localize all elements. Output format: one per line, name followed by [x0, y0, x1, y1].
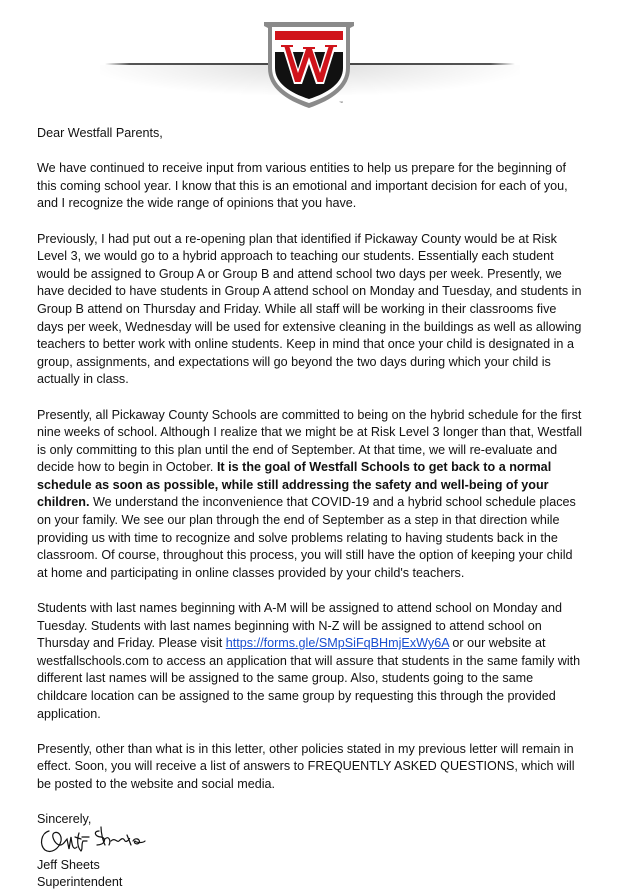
schedule-text-end: We understand the inconvenience that COVID-19 and a hybrid school schedule places on your family. We see our plan through the end of September as a step in that direction while providing us with time to recognize and solve problems relating to having students back in the classroom. Of course, throughout this process, you will still have the option of keeping your child at home and participating in online classes provided by your child's teachers. [37, 495, 576, 580]
application-form-link[interactable]: https://forms.gle/SMpSiFqBHmjExWy6A [225, 636, 449, 651]
salutation: Dear Westfall Parents, [37, 126, 163, 140]
goal-statement-bold: It is the goal of Westfall Schools to get back to a normal schedule as soon as possible, while still addressing the safety and well-being of your children. [37, 460, 552, 510]
trademark-symbol: ™ [339, 100, 343, 105]
signer-name: Jeff Sheets [37, 857, 100, 872]
letterhead [0, 0, 618, 115]
paragraph-hybrid-plan: Previously, I had put out a re-opening plan that identified if Pickaway County would be at Risk Level 3, we would go to a hybrid approach to teaching our students. Essentially each student would be assigned to Group A or Group B and attend school two days per week. Presently, we have decided to have students in Group A attend school on Monday and Tuesday, and students in Group B attend on Thursday and Friday. While all staff will be working in their classrooms five days per week, Wednesday will be used for extensive cleaning in the buildings as well as allowing teachers to better work with online students. Keep in mind that once your child is designated in a group, assignments, and expectations will go beyond the two days during which your child is actually in class. [37, 231, 582, 387]
paragraph-schedule-goal [37, 407, 585, 583]
westfall-shield-logo-icon [262, 22, 356, 108]
assignment-text-start: Students with last names beginning with A-M will be assigned to attend school on Monday and Tuesday. Students with last names beginning with N-Z will be assigned to attend school on Thursday and Friday. Please visit [37, 601, 563, 651]
letter-closing [37, 811, 585, 892]
assignment-text-end: or our website at westfallschools.com to access an application that will assure that students in the same family with different last names will be assigned to the same group. Also, students going to the same childcare location can be assigned to the same group by requesting this through the provided application. [37, 636, 581, 721]
paragraph-group-assignment [37, 600, 585, 723]
signer-title: Superintendent [37, 875, 123, 890]
letter-body [37, 125, 585, 892]
closing-word: Sincerely, [37, 812, 92, 827]
paragraph-intro: We have continued to receive input from various entities to help us prepare for the beginning of this coming school year. I know that this is an emotional and important decision for each of you, and I recognize the wide range of opinions that you have. [37, 161, 568, 211]
paragraph-faq-notice: Presently, other than what is in this letter, other policies stated in my previous letter will remain in effect. Soon, you will receive a list of answers to FREQUENTLY ASKED QUESTIONS, which will be posted to the website and social media. [37, 741, 575, 791]
schedule-text-start: Presently, all Pickaway County Schools are committed to being on the hybrid schedule for the first nine weeks of school. Although I realize that we might be at Risk Level 3 longer than that, Westfall is only committing to this plan until the end of September. At that time, we will re-evaluate and decide how to begin in October. [37, 407, 583, 475]
